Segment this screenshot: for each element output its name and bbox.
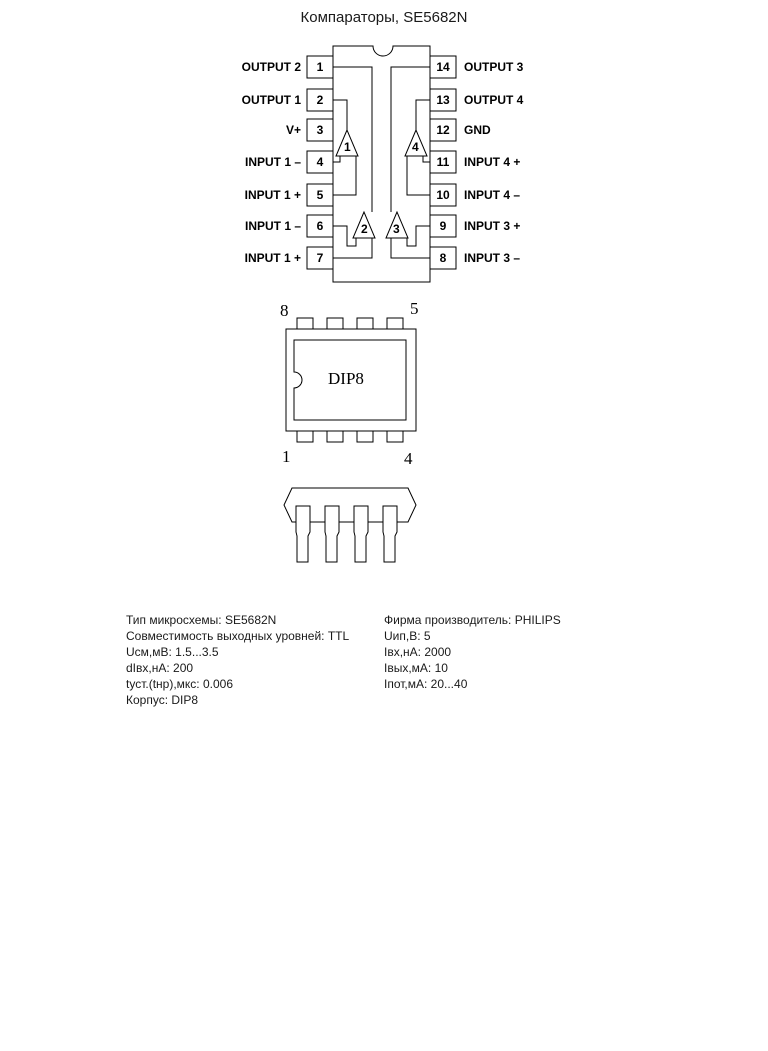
pin-label: OUTPUT 3 (464, 60, 524, 74)
pin-label: INPUT 1 – (244, 219, 301, 233)
specs-table (126, 612, 646, 708)
pin-number: 13 (436, 93, 450, 107)
spec-row (126, 612, 646, 628)
pin-number: 10 (436, 188, 450, 202)
spec-row (126, 692, 646, 708)
spec-left-value: Корпус: DIP8 (126, 693, 199, 707)
pin-number: 1 (316, 60, 324, 74)
pin-number: 4 (316, 155, 324, 169)
pin-number: 6 (316, 219, 324, 233)
pin-label: OUTPUT 4 (464, 93, 524, 107)
pin-number: 8 (439, 251, 447, 265)
pin-label: INPUT 4 – (464, 188, 521, 202)
pin-number: 3 (316, 123, 324, 137)
package-name: DIP8 (328, 369, 364, 388)
comparator-4-label: 4 (412, 140, 419, 154)
pin-number: 11 (436, 155, 450, 169)
pin-label-5: 5 (410, 299, 419, 318)
spec-row (126, 628, 646, 644)
pin-label: INPUT 3 + (464, 219, 521, 233)
pin-label: INPUT 3 – (464, 251, 521, 265)
comparator-2-label: 2 (361, 222, 368, 236)
spec-right-value: Iвых,мА: 10 (384, 661, 448, 675)
dip8-side-view (284, 488, 416, 562)
pin-number: 7 (316, 251, 324, 265)
spec-row (126, 676, 646, 692)
pin-label: V+ (285, 123, 301, 137)
spec-right-value: Фирма производитель: PHILIPS (384, 613, 561, 627)
pin-number: 5 (316, 188, 324, 202)
spec-right-value: Uип,В: 5 (384, 629, 431, 643)
dip8-top-view (280, 299, 419, 468)
pin-number: 12 (436, 123, 450, 137)
pin-number: 2 (316, 93, 324, 107)
pin-label: INPUT 4 + (464, 155, 521, 169)
spec-row (126, 644, 646, 660)
pin-label: OUTPUT 1 (241, 93, 301, 107)
internal-wiring (333, 67, 430, 258)
spec-right-value: Iвх,нА: 2000 (384, 645, 452, 659)
spec-row (126, 660, 646, 676)
pin-number: 14 (436, 60, 450, 74)
spec-left-value: tуст.(tнр),мкс: 0.006 (126, 677, 233, 691)
ic-body (333, 46, 430, 282)
pin-label-1: 1 (282, 447, 291, 466)
spec-left-value: Совместимость выходных уровней: TTL (126, 629, 350, 643)
spec-left-value: Uсм,мВ: 1.5...3.5 (126, 645, 219, 659)
comparator-3-label: 3 (393, 222, 400, 236)
comparator-1-label: 1 (344, 140, 351, 154)
page-title: Компараторы, SE5682N (300, 9, 468, 26)
pin-label: GND (464, 123, 491, 137)
pin-label: INPUT 1 – (244, 155, 301, 169)
pin-number: 9 (439, 219, 447, 233)
pin-label: OUTPUT 2 (241, 60, 301, 74)
spec-left-value: dIвх,нА: 200 (126, 661, 194, 675)
pin-label-8: 8 (280, 301, 289, 320)
pin-label: INPUT 1 + (244, 188, 301, 202)
pin-label: INPUT 1 + (244, 251, 301, 265)
spec-right-value: Iпот,мА: 20...40 (384, 677, 468, 691)
spec-left-value: Тип микросхемы: SE5682N (126, 613, 277, 627)
pin-label-4: 4 (404, 449, 413, 468)
